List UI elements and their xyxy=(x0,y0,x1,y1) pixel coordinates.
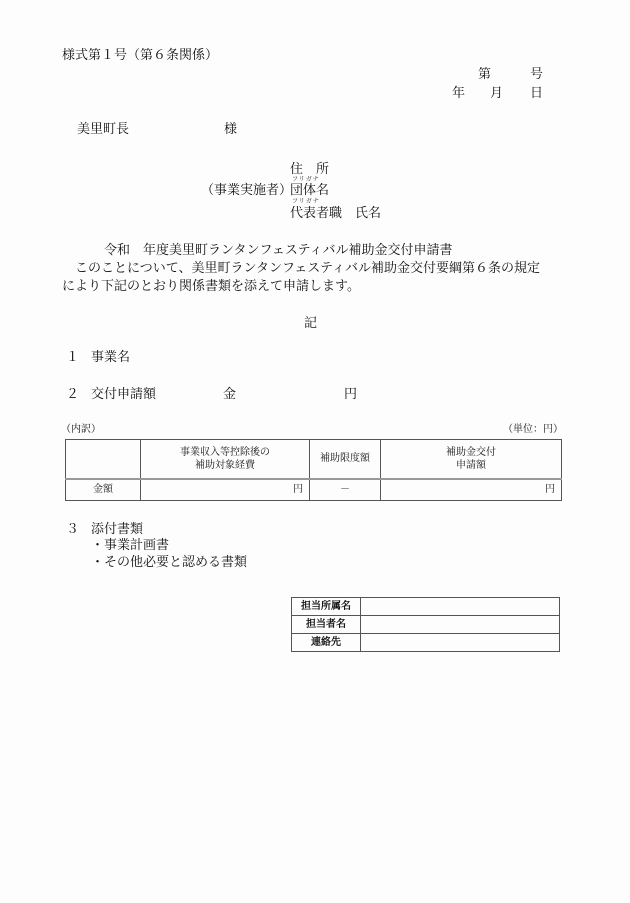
date-month: 月 xyxy=(490,86,504,101)
header-eligible-expense-line1: 事業収入等控除後の xyxy=(180,446,270,458)
breakdown-caption: （内訳） xyxy=(61,424,101,435)
document-title: 令和 年度美里町ランタンフェスティバル補助金交付申請書 xyxy=(104,243,453,258)
contact-person-field[interactable] xyxy=(361,616,560,634)
addressee-title: 美里町長 xyxy=(77,122,130,137)
header-eligible-expense-line2: 補助対象経費 xyxy=(195,459,255,471)
header-eligible-expense xyxy=(141,440,310,479)
table-row xyxy=(66,479,562,501)
ki-heading: 記 xyxy=(304,316,318,331)
address-label: 住 所 xyxy=(290,162,330,177)
header-subsidy-limit: 補助限度額 xyxy=(310,440,381,479)
date-day: 日 xyxy=(530,86,544,101)
date-year: 年 xyxy=(452,86,466,101)
table-row xyxy=(292,598,560,616)
requested-amount-cell[interactable]: 円 xyxy=(381,479,562,501)
contact-info-label: 連絡先 xyxy=(292,634,361,652)
attachment-item: ・事業計画書 xyxy=(91,538,170,553)
header-empty-cell xyxy=(66,440,141,479)
doc-number-prefix: 第 xyxy=(478,67,492,82)
body-text-line1: このことについて、美里町ランタンフェスティバル補助金交付要綱第６条の規定 xyxy=(62,261,541,276)
item1-number: １ xyxy=(66,350,80,365)
breakdown-table xyxy=(65,439,562,501)
unit-caption: （単位：円） xyxy=(503,424,563,435)
item2-yen: 円 xyxy=(344,387,358,402)
subsidy-limit-cell: － xyxy=(310,479,381,501)
header-requested-amount xyxy=(381,440,562,479)
table-row xyxy=(292,634,560,652)
addressee-honorific: 様 xyxy=(224,122,238,137)
org-furigana: フリガナ xyxy=(292,176,320,183)
rep-furigana: フリガナ xyxy=(292,198,320,205)
item2-number: ２ xyxy=(66,387,80,402)
contact-person-label: 担当者名 xyxy=(292,616,361,634)
contact-dept-label: 担当所属名 xyxy=(292,598,361,616)
header-requested-amount-line1: 補助金交付 xyxy=(446,446,496,458)
applicant-role-label: （事業実施者） xyxy=(201,183,293,198)
form-number: 様式第１号（第６条関係） xyxy=(62,48,219,63)
row-label-amount: 金額 xyxy=(66,479,141,501)
body-text-line2: により下記のとおり関係書類を添えて申請します。 xyxy=(62,279,360,294)
org-name-label: 団体名 xyxy=(290,183,330,198)
header-requested-amount-line2: 申請額 xyxy=(456,459,486,471)
doc-number-suffix: 号 xyxy=(530,67,544,82)
table-row xyxy=(292,616,560,634)
item3-number: ３ xyxy=(66,522,80,537)
attachment-item: ・その他必要と認める書類 xyxy=(91,555,248,570)
item2-label: 交付申請額 xyxy=(91,387,157,402)
representative-label: 代表者職 氏名 xyxy=(290,206,382,221)
item1-label: 事業名 xyxy=(91,350,131,365)
contact-dept-field[interactable] xyxy=(361,598,560,616)
item3-label: 添付書類 xyxy=(91,522,144,537)
contact-table xyxy=(291,597,560,652)
item2-kin: 金 xyxy=(223,387,237,402)
eligible-expense-cell[interactable]: 円 xyxy=(141,479,310,501)
contact-info-field[interactable] xyxy=(361,634,560,652)
